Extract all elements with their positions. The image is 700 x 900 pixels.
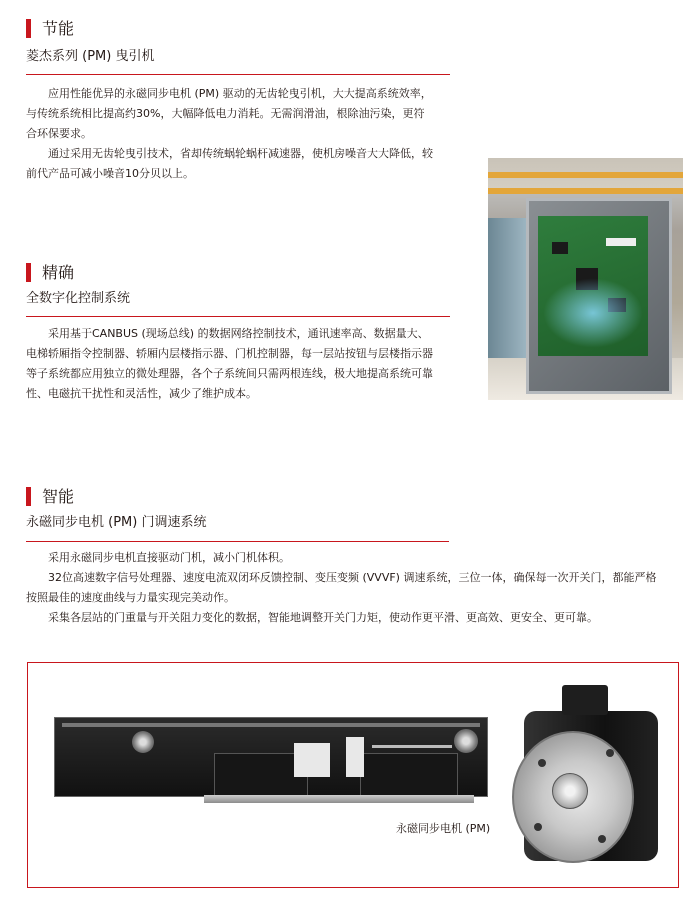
section-body [26,324,436,404]
door-operator-photo [54,717,488,811]
paragraph: 32位高速数字信号处理器、速度电流双闭环反馈控制、变压变频 (VVVF) 调速系统，三位一体，确保每一次开关门，都能严格按照最佳的速度曲线与力量实现完美动作。 [26,571,657,604]
paragraph: 采用基于CANBUS (现场总线) 的数据网络控制技术，通讯速率高、数据量大、电梯轿厢指令控制器、轿厢内层楼指示器、门机控制器，每一层站按钮与层楼指示器等子系统都应用独立的微处理器，各个子系统间只需两根连线，极大地提高系统可靠性、电磁抗干扰性和灵活性，减少了维护成本。 [26,327,433,400]
section-header [26,18,456,40]
section-precision [26,262,456,400]
pm-motor-photo [512,685,666,869]
paragraph: 采集各层站的门重量与开关阻力变化的数据，智能地调整开关门力矩，使动作更平滑、更高效、更安全、更可靠。 [48,611,598,624]
section-intelligence [26,486,686,624]
section-subtitle: 永磁同步电机 (PM) 门调速系统 [26,515,207,530]
section-subtitle: 菱杰系列 (PM) 曳引机 [26,49,155,64]
controller-cabinet-photo [488,158,683,400]
section-body [26,548,666,628]
section-energy-saving [26,18,456,180]
paragraph: 通过采用无齿轮曳引技术，省却传统蜗轮蜗杆减速器，使机房噪音大大降低，较前代产品可减小噪音10分贝以上。 [26,147,433,180]
product-showcase-frame [27,662,679,888]
section-divider [26,541,449,542]
section-header [26,262,456,284]
section-marker [26,487,31,506]
section-body [26,84,434,184]
section-title: 精确 [42,263,75,282]
section-header [26,486,686,508]
paragraph: 采用永磁同步电机直接驱动门机，减小门机体积。 [48,551,290,564]
section-divider [26,316,450,317]
section-marker [26,19,31,38]
motor-caption: 永磁同步电机 (PM) [396,822,491,835]
section-divider [26,74,450,75]
section-title: 智能 [42,487,75,506]
section-marker [26,263,31,282]
section-subtitle: 全数字化控制系统 [26,291,131,306]
paragraph: 应用性能优异的永磁同步电机 (PM) 驱动的无齿轮曳引机，大大提高系统效率，与传统系统相比提高约30%，大幅降低电力消耗。无需润滑油，根除油污染，更符合环保要求。 [26,87,432,140]
section-title: 节能 [42,19,75,38]
